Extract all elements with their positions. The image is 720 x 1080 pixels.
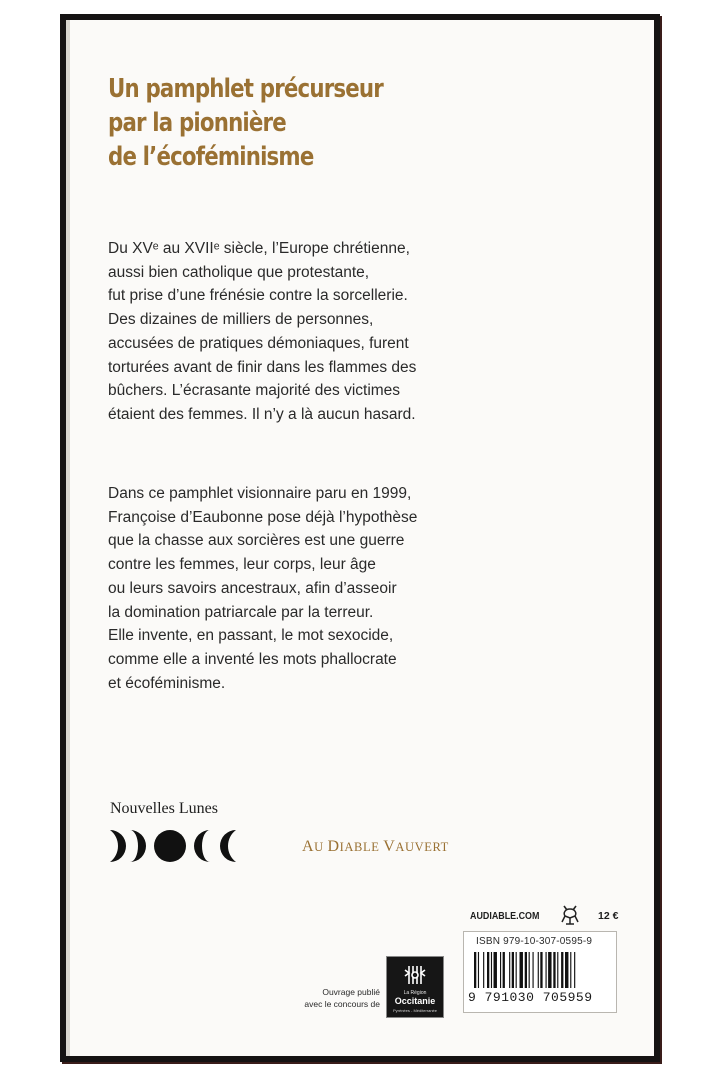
publisher-logo-text bbox=[302, 838, 449, 856]
synopsis-paragraph-1 bbox=[108, 237, 628, 427]
text-line: contre les femmes, leur corps, leur âge bbox=[108, 556, 376, 574]
barcode-bar bbox=[553, 952, 555, 988]
barcode-bar bbox=[520, 952, 523, 988]
headline-line: par la pionnière bbox=[108, 108, 286, 138]
barcode-bar bbox=[548, 952, 551, 988]
moon-full bbox=[154, 830, 186, 862]
publisher-letter: A bbox=[302, 838, 315, 855]
text-line: Dans ce pamphlet visionnaire paru en 1999, bbox=[108, 485, 412, 502]
moon-half-right bbox=[130, 830, 146, 862]
region-occitanie-logo bbox=[386, 956, 444, 1018]
moon-waxing-crescent bbox=[110, 830, 126, 862]
text-line: fut prise d’une frénésie contre la sorcellerie. bbox=[108, 287, 408, 305]
synopsis-paragraph-2 bbox=[108, 482, 628, 695]
book-back-cover bbox=[60, 14, 660, 1062]
barcode-bar bbox=[483, 952, 484, 988]
text-line: Du XVᵉ au XVIIᵉ siècle, l’Europe chrétienne, bbox=[108, 240, 410, 257]
publisher-letters: U bbox=[314, 840, 328, 854]
text-line: que la chasse aux sorcières est une guerre bbox=[108, 532, 405, 550]
moon-half-left bbox=[194, 830, 210, 862]
text-line: aussi bien catholique que protestante, bbox=[108, 263, 370, 281]
barcode-bar bbox=[529, 952, 530, 988]
barcode-bar bbox=[500, 952, 501, 988]
barcode-bar bbox=[565, 952, 568, 988]
barcode-bar bbox=[533, 952, 534, 988]
support-line: Ouvrage publié bbox=[322, 987, 380, 997]
price-label: 12 € bbox=[598, 910, 619, 922]
text-line: étaient des femmes. Il n’y a là aucun hasard. bbox=[108, 405, 416, 423]
publisher-website: AUDIABLE.COM bbox=[470, 910, 540, 922]
region-line-2: Occitanie bbox=[394, 996, 436, 1006]
text-line: la domination patriarcale par la terreur. bbox=[108, 603, 374, 621]
barcode-icon bbox=[474, 952, 606, 992]
barcode-bar bbox=[574, 952, 575, 988]
headline-line: Un pamphlet précurseur bbox=[108, 74, 383, 104]
barcode-bar bbox=[474, 952, 476, 988]
moon-waning-crescent bbox=[220, 830, 236, 862]
barcode-bar bbox=[525, 952, 527, 988]
barcode-bar bbox=[540, 952, 542, 988]
text-line: Françoise d’Eaubonne pose déjà l’hypothèse bbox=[108, 508, 418, 526]
barcode-bar bbox=[503, 952, 505, 988]
text-line: torturées avant de finir dans les flammes des bbox=[108, 358, 417, 376]
barcode-bar bbox=[557, 952, 558, 988]
text-line: Des dizaines de milliers de personnes, bbox=[108, 311, 374, 329]
cover-headline bbox=[108, 72, 383, 174]
barcode-bar bbox=[478, 952, 479, 988]
text-line: Elle invente, en passant, le mot sexocide, bbox=[108, 627, 394, 645]
collection-name: Nouvelles Lunes bbox=[110, 800, 218, 817]
barcode-bar bbox=[516, 952, 517, 988]
publisher-letter: V bbox=[383, 838, 396, 855]
barcode-bar bbox=[570, 952, 571, 988]
publisher-letter: D bbox=[327, 838, 340, 855]
isbn-number: ISBN 979-10-307-0595-9 bbox=[476, 936, 593, 947]
support-line: avec le concours de bbox=[304, 999, 380, 1009]
text-line: comme elle a inventé les mots phallocrate bbox=[108, 650, 397, 668]
region-line-1: La Région bbox=[403, 990, 427, 996]
barcode-digits: 9 791030 705959 bbox=[468, 990, 593, 1005]
barcode-bar bbox=[494, 952, 497, 988]
barcode-bar bbox=[491, 952, 492, 988]
barcode-bar bbox=[538, 952, 539, 988]
text-line: bûchers. L’écrasante majorité des victimes bbox=[108, 382, 401, 400]
spine-edge bbox=[66, 20, 70, 1056]
publisher-letters: IABLE bbox=[339, 840, 384, 854]
barcode-bar bbox=[546, 952, 547, 988]
barcode-bar bbox=[512, 952, 514, 988]
occitanie-cross-icon bbox=[401, 961, 429, 989]
text-line: accusées de pratiques démoniaques, furent bbox=[108, 334, 409, 352]
publisher-letters: AUVERT bbox=[395, 840, 449, 854]
barcode-bar bbox=[487, 952, 489, 988]
barcode-bar bbox=[561, 952, 563, 988]
region-line-3: Pyrénées - Méditerranée bbox=[392, 1008, 438, 1013]
support-notice bbox=[244, 986, 380, 1010]
text-line: et écoféminisme. bbox=[108, 674, 226, 692]
barcode-bar bbox=[509, 952, 510, 988]
moon-phases-icon bbox=[104, 828, 244, 864]
devil-mascot-icon bbox=[559, 904, 581, 926]
text-line: ou leurs savoirs ancestraux, afin d’asseoir bbox=[108, 579, 397, 597]
barcode-panel bbox=[463, 931, 617, 1013]
headline-line: de l’écoféminisme bbox=[108, 142, 314, 172]
